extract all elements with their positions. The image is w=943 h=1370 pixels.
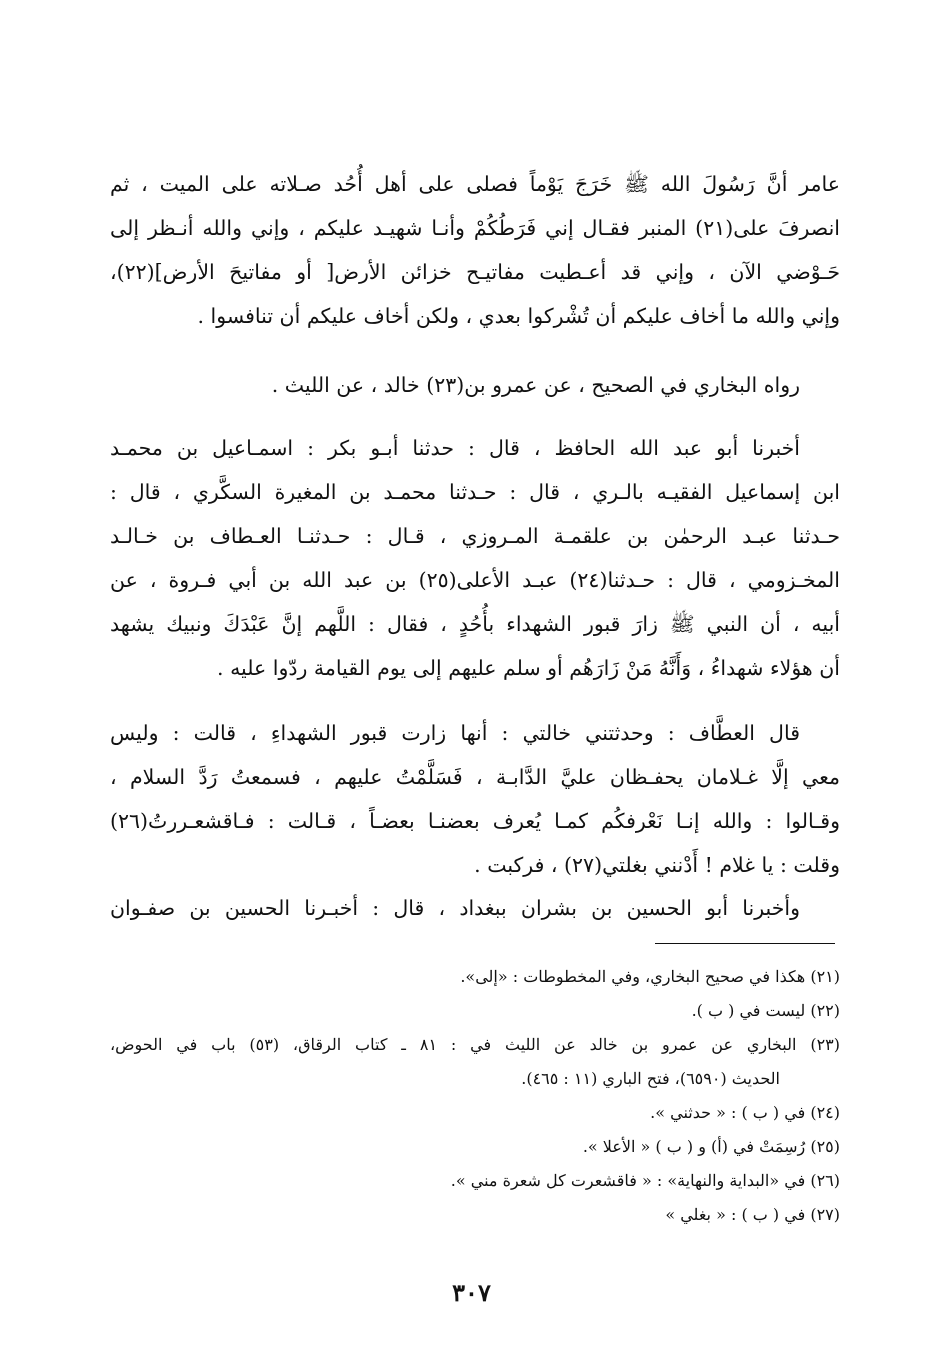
paragraph-hadith-hawd	[110, 162, 840, 338]
footnote-separator	[655, 943, 835, 944]
paragraph-isnad-attaf	[110, 426, 840, 690]
paragraph-isnad-bishran	[110, 886, 840, 930]
footnote-25: (٢٥) رُسِمَتْ في (أ) و ( ب ) « الأعلا ».	[582, 1137, 840, 1156]
footnotes	[110, 960, 840, 1232]
text-line: عامر أنَّ رَسُولَ الله ﷺ خَرَجَ يَوْماً فصلى على أهل أُحُد صـلاته على الميت ، ثم	[110, 172, 840, 196]
footnote-23-continued: الحديث (٦٥٩٠)، فتح الباري (١١ : ٤٦٥).	[521, 1069, 780, 1088]
text-line: أبيه ، أن النبي ﷺ زارَ قبور الشهداء بأُحُدٍ ، فقال : اللَّهم إنَّ عَبْدَكَ ونبيك يشهد	[110, 612, 840, 636]
footnote-23: (٢٣) البخاري عن عمرو بن خالد عن الليث في : ٨١ ـ كتاب الرقاق، (٥٣) باب في الحوض،	[110, 1035, 840, 1054]
text-line: رواه البخاري في الصحيح ، عن عمرو بن(٢٣) خالد ، عن الليث .	[271, 373, 800, 397]
text-line: انصرفَ على(٢١) المنبر فقـال إني فَرَطُكُمْ وأنـا شهيـد عليكم ، وإني والله أنـظر إلى	[110, 216, 840, 240]
text-line: ابن إسماعيل الفقيـه بالـري ، قال : حـدثنا محمـد بن المغيرة السكَّري ، قال :	[110, 480, 840, 504]
text-line: قال العطَّاف : وحدثتني خالتي : أنها زارت قبور الشهداءِ ، قالت : وليس	[110, 721, 800, 745]
text-line: وأخبرنا أبو الحسين بن بشران ببغداد ، قال : أخبـرنا الحسين بن صفـوان	[110, 896, 800, 920]
footnote-24: (٢٤) في ( ب ) : « حدثني ».	[650, 1103, 840, 1122]
text-line: وقلت : يا غلام ! أَدْنني بغلتي(٢٧) ، فركبت .	[474, 853, 840, 877]
text-line: أخبرنا أبو عبد الله الحافظ ، قال : حدثنا أبـو بكر : اسمـاعيل بن محمـد	[110, 436, 800, 460]
paragraph-attaf-aunt	[110, 711, 840, 887]
footnote-26: (٢٦) في «البداية والنهاية» : « فاقشعرت كل شعرة مني ».	[450, 1171, 840, 1190]
text-line: المخـزومي ، قال : حـدثنا(٢٤) عبـد الأعلى(٢٥) بن عبد الله بن أبي فـروة ، عن	[110, 568, 840, 592]
text-line: معي إلَّا غـلامان يحفـظان عليَّ الدَّابـة ، فَسَلَّمْتُ عليهم ، فسمعتُ رَدَّ السلام ،	[110, 765, 840, 789]
footnote-22: (٢٢) ليست في ( ب ).	[691, 1001, 840, 1020]
footnote-27: (٢٧) في ( ب ) : « بغلي »	[665, 1205, 840, 1224]
text-line: وإني والله ما أخاف عليكم أن تُشْركوا بعدي ، ولكن أخاف عليكم أن تنافسوا .	[197, 304, 840, 328]
text-line: حَـوْضي الآن ، وإني قد أعـطيت مفاتيـح خزائن الأرض[ أو مفاتيحَ الأرض](٢٢)،	[110, 260, 840, 284]
paragraph-bukhari-source	[110, 363, 840, 407]
footnote-21: (٢١) هكذا في صحيح البخاري، وفي المخطوطات : «إلى».	[460, 967, 840, 986]
text-line: حـدثنا عبـد الرحمٰن بن علقمـة المـروزي ، قـال : حـدثنـا العـطاف بن خـالـد	[110, 524, 840, 548]
text-line: أن هؤلاء شهداءُ ، وَأَنَّهُ مَنْ زَارَهُم أو سلم عليهم إلى يوم القيامة ردّوا عليه .	[217, 656, 840, 680]
page-number: ٣٠٧	[452, 1278, 491, 1307]
text-line: وقـالوا : والله إنـا نَعْرفكُم كمـا يُعرف بعضنـا بعضـاً ، قـالت : فـاقشعـررتُ(٢٦)	[110, 809, 840, 833]
